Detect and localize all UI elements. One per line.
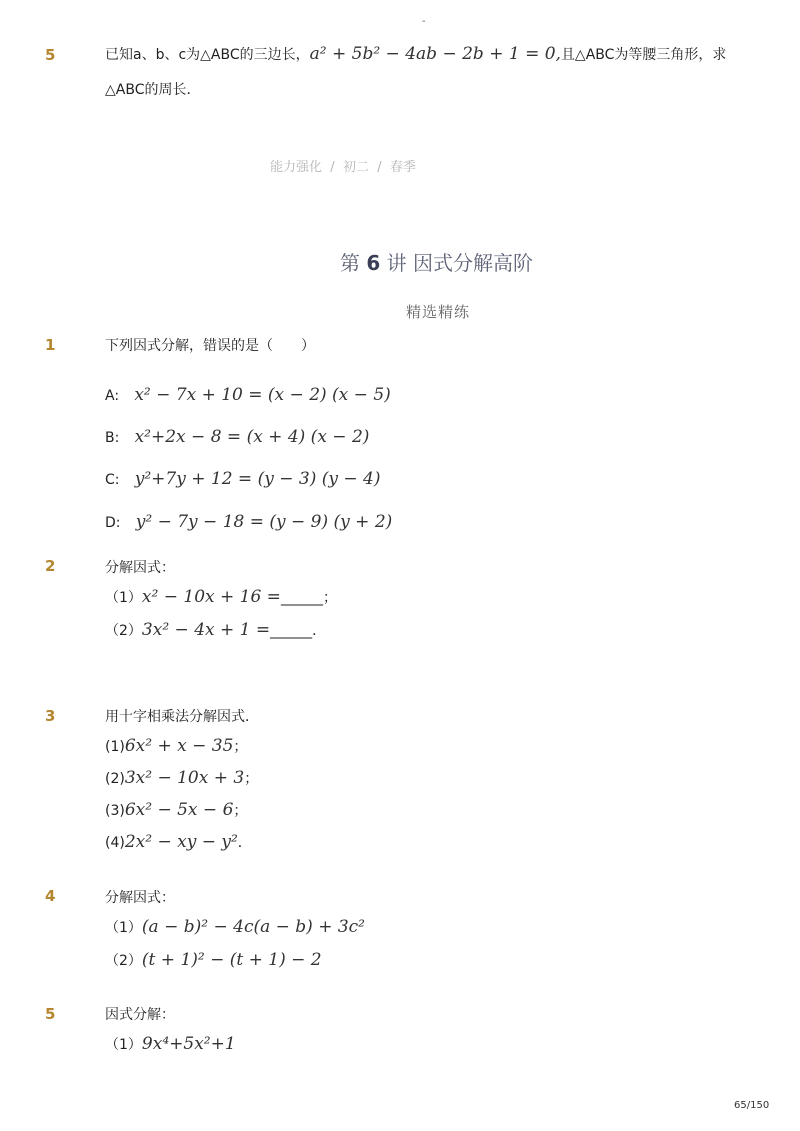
option-a [105,385,391,405]
breadcrumb-separator: / [377,160,382,175]
sub-item-end: ； [233,803,248,819]
sub-item-math: 3x² − 4x + 1 = [141,620,271,640]
sub-item-label: （2） [105,953,142,969]
option-d [105,512,392,532]
question-number: 3 [45,707,56,725]
question-stem: 因式分解： [105,1007,175,1023]
page-number: 65/150 [734,1100,770,1111]
option-b [105,427,369,447]
sub-item [105,620,326,640]
option-c [105,469,380,489]
sub-item [105,768,258,788]
answer-blank: ______ [270,623,313,639]
sub-item-end: ； [233,739,248,755]
sub-item-label: (1) [105,739,125,755]
sub-item-math: 6x² + x − 35 [124,736,234,756]
breadcrumb [270,156,416,175]
question-number: 5 [45,1005,56,1023]
sub-item-math: 9x⁴+5x²+1 [141,1034,236,1054]
sub-item-label: （1） [105,1037,142,1053]
option-label: A: [105,388,120,404]
chapter-number: 6 [366,251,381,275]
sub-item-label: （2） [105,623,142,639]
question-number: 5 [45,46,56,64]
sub-item [105,736,247,756]
sub-item-end: ； [322,590,337,606]
question-stem [105,44,726,64]
page-top-mark: - [422,16,426,27]
stem-text-tail: 且△ABC为等腰三角形，求 [560,47,727,63]
sub-item-math: (a − b)² − 4c(a − b) + 3c² [141,917,365,937]
breadcrumb-item: 能力强化 [270,160,323,175]
sub-item-label: (4) [105,835,125,851]
option-math: y²+7y + 12 = (y − 3) (y − 4) [134,469,381,489]
breadcrumb-item: 春季 [389,160,416,175]
question-number: 4 [45,887,56,905]
sub-item-math: x² − 10x + 16 = [141,587,281,607]
stem-text: 已知a、b、c为△ABC的三边长， [105,47,310,63]
section-title: 精选精练 [406,303,471,321]
sub-item-math: (t + 1)² − (t + 1) − 2 [141,950,322,970]
answer-blank: ______ [280,590,323,606]
option-label: C: [105,472,120,488]
chapter-name: 讲 因式分解高阶 [386,251,533,275]
sub-item-end: ． [312,623,327,639]
option-math: x² − 7x + 10 = (x − 2) (x − 5) [134,385,391,405]
option-math: y² − 7y − 18 = (y − 9) (y + 2) [135,512,393,532]
question-stem: 分解因式： [105,560,175,576]
sub-item-math: 6x² − 5x − 6 [124,800,234,820]
question-stem: 下列因式分解，错误的是（ ） [105,338,315,354]
sub-item [105,950,322,970]
breadcrumb-separator: / [330,160,335,175]
chapter-title [340,247,533,276]
sub-item-label: （1） [105,920,142,936]
sub-item-label: （1） [105,590,142,606]
sub-item-end: ； [244,771,259,787]
sub-item [105,917,365,937]
option-label: D: [105,515,121,531]
sub-item-label: (2) [105,771,125,787]
sub-item-math: 2x² − xy − y² [124,832,238,852]
stem-text-line2: △ABC的周长． [105,82,201,98]
sub-item-label: (3) [105,803,125,819]
sub-item [105,832,252,852]
sub-item [105,1034,236,1054]
option-math: x²+2x − 8 = (x + 4) (x − 2) [134,427,370,447]
question-stem: 用十字相乘法分解因式． [105,709,259,725]
sub-item-math: 3x² − 10x + 3 [124,768,245,788]
chapter-prefix: 第 [340,251,360,275]
question-number: 1 [45,336,56,354]
sub-item-end: ． [237,835,252,851]
breadcrumb-item: 初二 [342,160,369,175]
question-number: 2 [45,557,56,575]
sub-item [105,587,337,607]
option-label: B: [105,430,120,446]
question-stem: 分解因式： [105,890,175,906]
stem-equation: a² + 5b² − 4ab − 2b + 1 = 0, [309,44,561,64]
sub-item [105,800,247,820]
